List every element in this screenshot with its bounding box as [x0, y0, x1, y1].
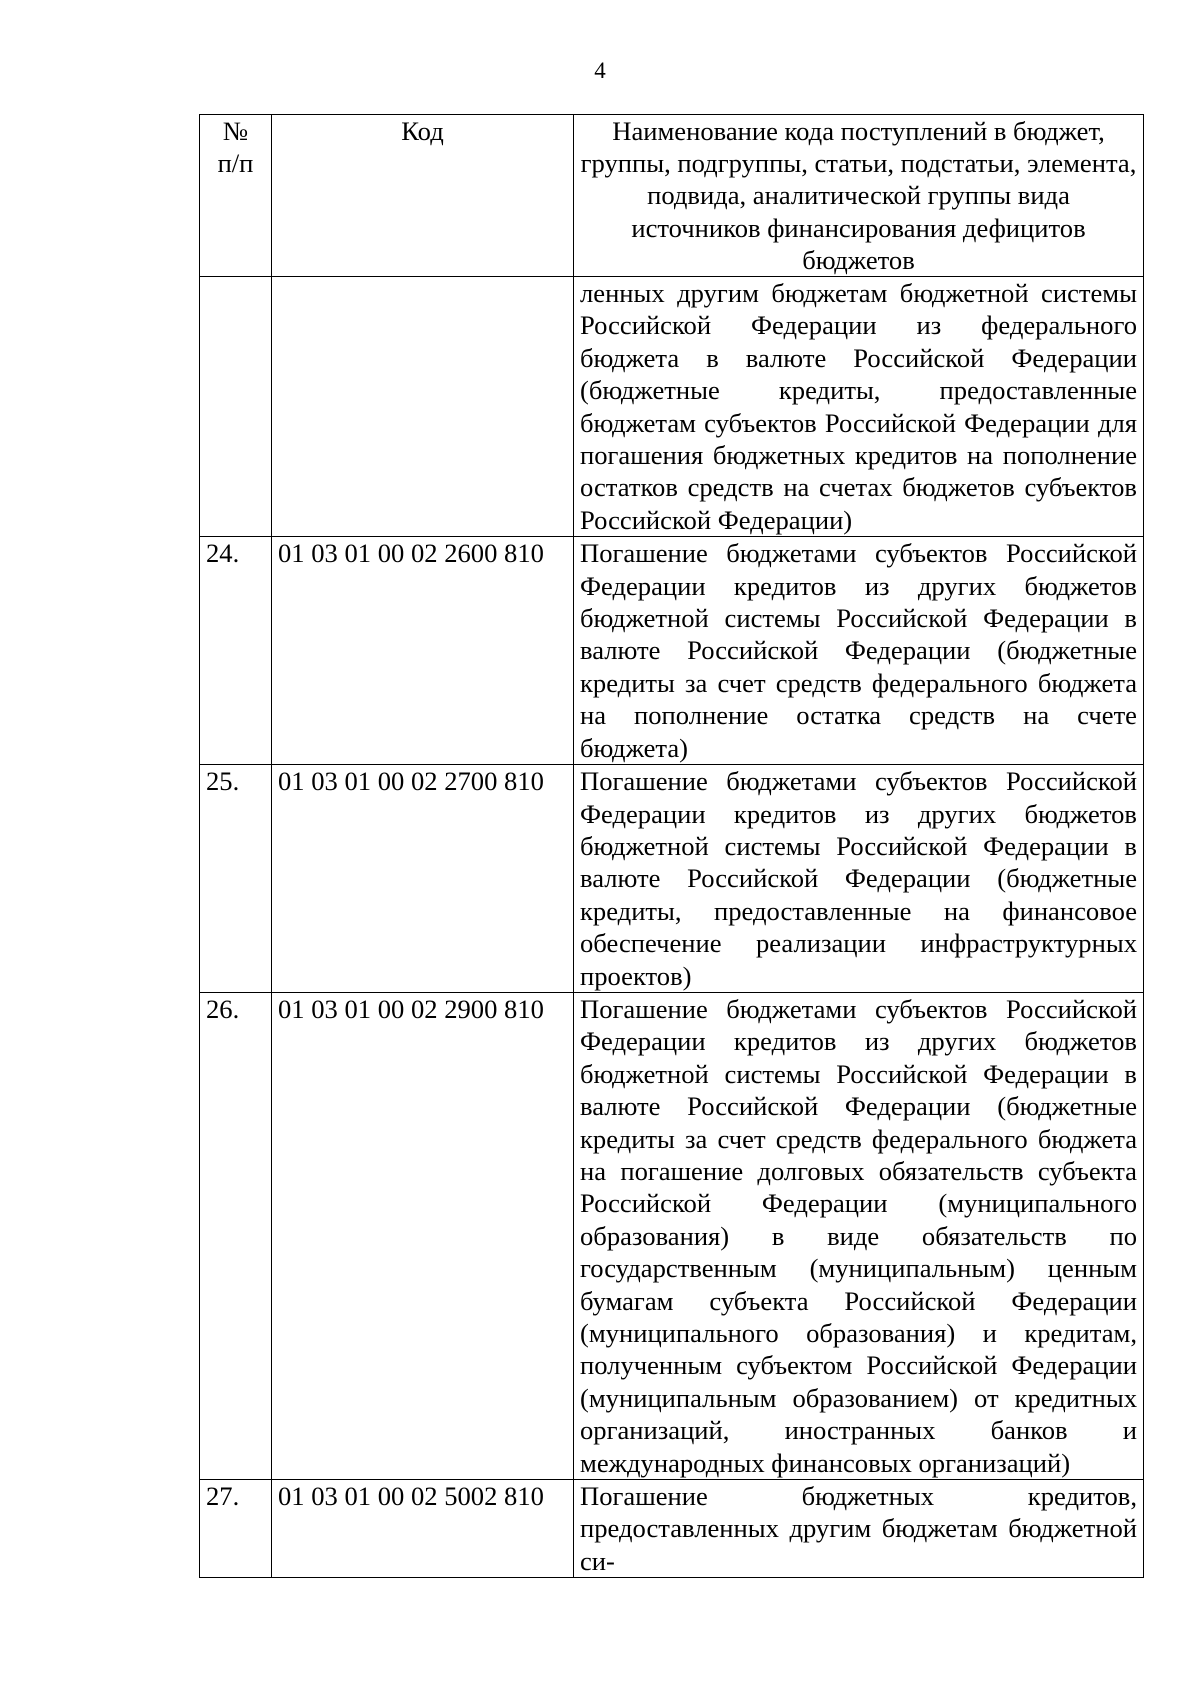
row-code: 01 03 01 00 02 2700 810: [272, 765, 574, 993]
row-number: 25.: [200, 765, 272, 993]
row-name: Погашение бюджетами субъектов Российской Федерации кредитов из других бюджетов бюджетной системы Российской Федерации в валюте Российской Федерации (бюджетные кредиты за счет средств федерального бюджета на погашение долговых обязательств субъекта Российской Федерации (муниципального образования) в виде обязательств по государственным (муниципальным) ценным бумагам субъекта Российской Федерации (муниципального образования) и кредитам, полученным субъектом Российской Федерации (муниципальным образованием) от кредитных организаций, иностранных банков и международных финансовых организаций): [574, 992, 1144, 1479]
row-number: 26.: [200, 992, 272, 1479]
header-number-symbol: №: [222, 116, 249, 146]
row-name: Погашение бюджетных кредитов, предоставленных другим бюджетам бюджетной си-: [574, 1480, 1144, 1578]
row-code: 01 03 01 00 02 5002 810: [272, 1480, 574, 1578]
row-code: [272, 277, 574, 537]
table-row: [200, 277, 1144, 537]
budget-codes-table: [199, 114, 1144, 1578]
row-number: 27.: [200, 1480, 272, 1578]
row-name: Погашение бюджетами субъектов Российской Федерации кредитов из других бюджетов бюджетной системы Российской Федерации в валюте Российской Федерации (бюджетные кредиты, предоставленные на финансовое обеспечение реализации инфраструктурных проектов): [574, 765, 1144, 993]
header-number-column: [200, 115, 272, 277]
table-row: [200, 537, 1144, 765]
row-number: [200, 277, 272, 537]
row-code: 01 03 01 00 02 2900 810: [272, 992, 574, 1479]
table-row: [200, 1480, 1144, 1578]
table-row: [200, 992, 1144, 1479]
header-name-column: Наименование кода поступлений в бюджет, группы, подгруппы, статьи, подстатьи, элемента, подвида, аналитической группы вида источников финансирования дефицитов бюджетов: [574, 115, 1144, 277]
row-name: ленных другим бюджетам бюджетной системы Российской Федерации из федерального бюджета в валюте Российской Федерации (бюджетные кредиты, предоставленные бюджетам субъектов Российской Федерации для погашения бюджетных кредитов на пополнение остатков средств на счетах бюджетов субъектов Российской Федерации): [574, 277, 1144, 537]
page-number: 4: [594, 58, 606, 83]
row-number: 24.: [200, 537, 272, 765]
row-code: 01 03 01 00 02 2600 810: [272, 537, 574, 765]
table-header-row: [200, 115, 1144, 277]
table-row: [200, 765, 1144, 993]
row-name: Погашение бюджетами субъектов Российской Федерации кредитов из других бюджетов бюджетной системы Российской Федерации в валюте Российской Федерации (бюджетные кредиты за счет средств федерального бюджета на пополнение остатка средств на счете бюджета): [574, 537, 1144, 765]
header-code-column: Код: [272, 115, 574, 277]
header-number-abbrev: п/п: [217, 148, 254, 178]
